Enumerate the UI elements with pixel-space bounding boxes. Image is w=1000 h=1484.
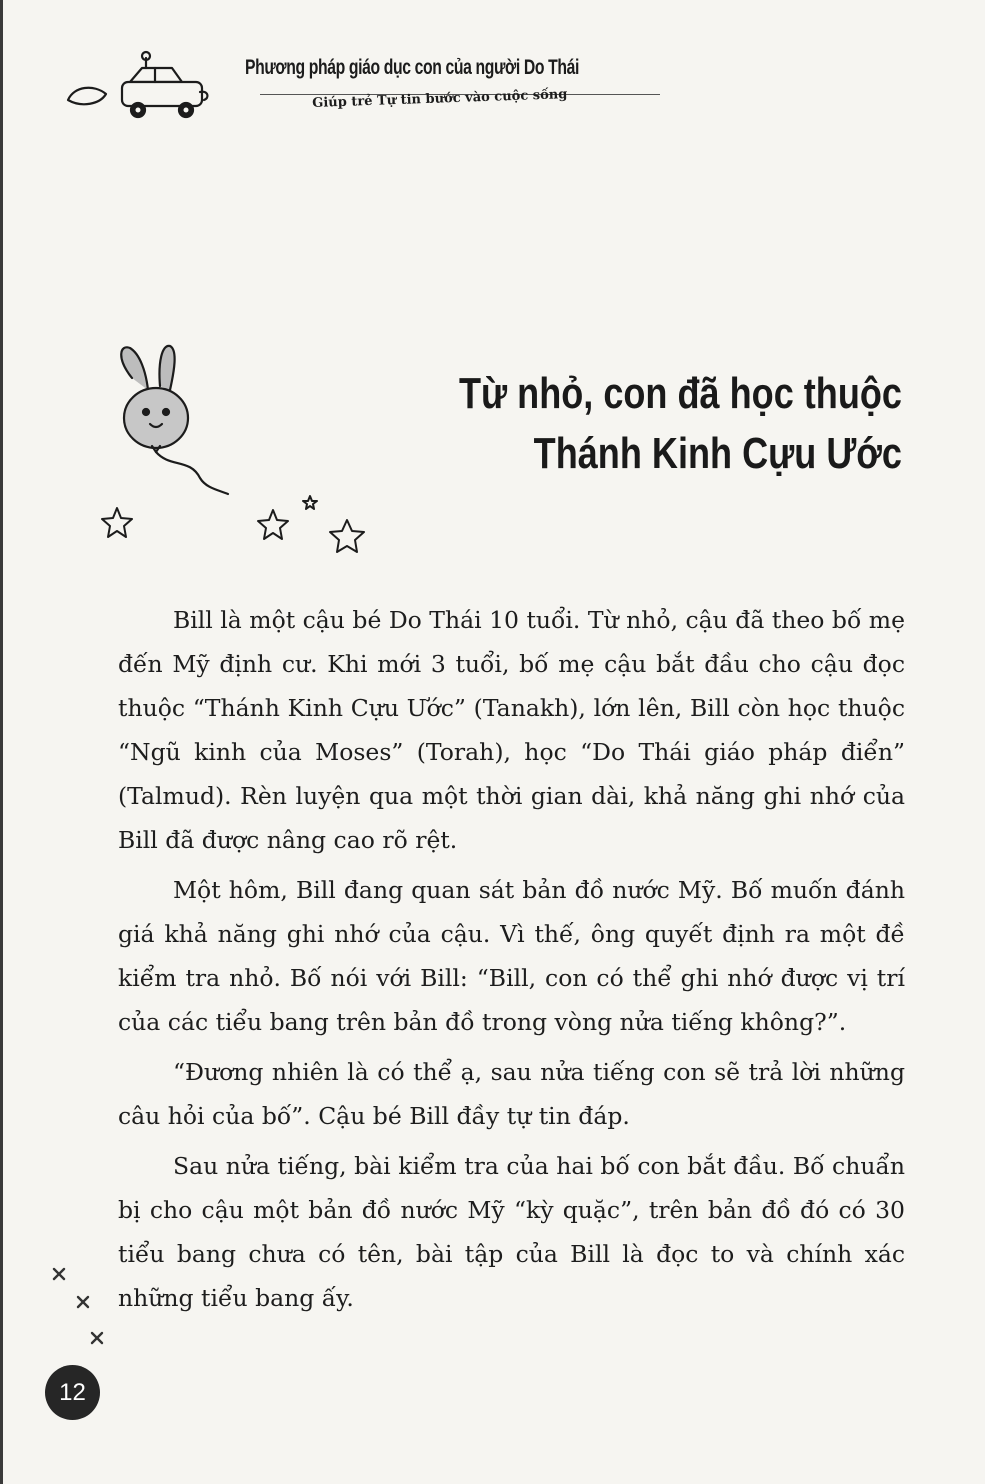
running-header	[60, 40, 660, 130]
cross-marks	[50, 1265, 110, 1355]
star-icon	[330, 520, 364, 552]
paragraph: Một hôm, Bill đang quan sát bản đồ nước Mỹ. Bố muốn đánh giá khả năng ghi nhớ của cậu. Vì thế, ông quyết định ra một đề kiểm tra nhỏ. Bố nói với Bill: “Bill, con có thể ghi nhớ được vị trí của các tiểu bang trên bản đồ trong vòng nửa tiếng không?”.	[118, 876, 905, 1036]
cross-mark-icon	[54, 1269, 64, 1279]
chapter-title-line-2: Thánh Kinh Cựu Ước	[533, 429, 902, 478]
cross-mark-icon	[92, 1333, 102, 1343]
page-number: 12	[45, 1365, 100, 1420]
body-text	[118, 598, 905, 1326]
paragraph: “Đương nhiên là có thể ạ, sau nửa tiếng con sẽ trả lời những câu hỏi của bố”. Cậu bé Bill đầy tự tin đáp.	[118, 1058, 905, 1130]
cross-mark-icon	[78, 1297, 88, 1307]
star-icon	[102, 508, 132, 537]
paragraph: Bill là một cậu bé Do Thái 10 tuổi. Từ nhỏ, cậu đã theo bố mẹ đến Mỹ định cư. Khi mới 3 tuổi, bố mẹ cậu bắt đầu cho cậu đọc thuộc “Thánh Kinh Cựu Ước” (Tanakh), lớn lên, Bill còn học thuộc “Ngũ kinh của Moses” (Torah), học “Do Thái giáo pháp điển” (Talmud). Rèn luyện qua một thời gian dài, khả năng ghi nhớ của Bill đã được nâng cao rõ rệt.	[118, 606, 905, 854]
bunny-balloon-icon	[110, 338, 240, 498]
paragraph: Sau nửa tiếng, bài kiểm tra của hai bố con bắt đầu. Bố chuẩn bị cho cậu một bản đồ nước Mỹ “kỳ quặc”, trên bản đồ đó có 30 tiểu bang chưa có tên, bài tập của Bill là đọc to và chính xác những tiểu bang ấy.	[118, 1152, 905, 1312]
page-edge	[0, 0, 3, 1484]
star-icon	[258, 510, 288, 539]
star-decoration	[95, 492, 395, 562]
series-subtitle: Giúp trẻ Tự tin bước vào cuộc sống	[312, 87, 568, 111]
chapter-title	[330, 364, 902, 484]
series-title: Phương pháp giáo dục con của người Do Thái	[245, 56, 579, 79]
toy-car-icon	[60, 48, 220, 128]
star-icon	[303, 496, 317, 509]
chapter-title-line-1: Từ nhỏ, con đã học thuộc	[458, 369, 902, 418]
